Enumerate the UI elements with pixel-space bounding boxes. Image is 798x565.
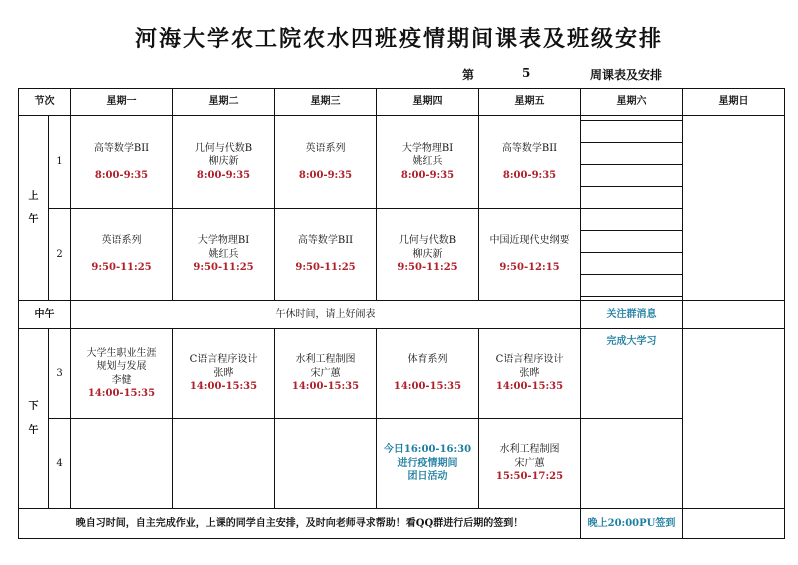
sat-slot [581,209,683,231]
cell-mon-p1: 高等数学BII 8:00-9:35 [71,116,173,209]
header-thu: 星期四 [377,89,479,116]
sat-slot [581,143,683,165]
noon-text: 午休时间，请上好闹表 [71,301,581,329]
cell-tue-p1: 几何与代数B 柳庆新 8:00-9:35 [173,116,275,209]
cell-thu-p4: 今日16:00-16:30 进行疫情期间 团日活动 [377,419,479,509]
header-sun: 星期日 [683,89,785,116]
cell-thu-p1: 大学物理BI 姚红兵 8:00-9:35 [377,116,479,209]
page-title: 河海大学农工院农水四班疫情期间课表及班级安排 [134,26,663,52]
sat-slot [581,275,683,297]
sat-slot [581,231,683,253]
schedule-body [18,88,785,539]
noon-notice: 关注群消息 [581,301,683,329]
cell-mon-p2: 英语系列 9:50-11:25 [71,209,173,301]
cell-sat-p4 [581,419,683,509]
sat-slot [581,253,683,275]
cell-fri-p3: C语言程序设计 张晔 14:00-15:35 [479,329,581,419]
sat-slot [581,121,683,143]
cell-tue-p4 [173,419,275,509]
header-fri: 星期五 [479,89,581,116]
cell-tue-p2: 大学物理BI 姚红兵 9:50-11:25 [173,209,275,301]
cell-wed-p3: 水利工程制图 宋广蕙 14:00-15:35 [275,329,377,419]
period-2-num: 2 [49,209,71,301]
cell-fri-p1: 高等数学BII 8:00-9:35 [479,116,581,209]
header-row [19,89,785,116]
cell-fri-p4: 水利工程制图 宋广蕙 15:50-17:25 [479,419,581,509]
header-period: 节次 [19,89,71,116]
noon-sun [683,301,785,329]
evening-sun [683,509,785,539]
cell-wed-p1: 英语系列 8:00-9:35 [275,116,377,209]
evening-row [19,509,785,539]
header-mon: 星期一 [71,89,173,116]
sat-slot [581,165,683,187]
morning-label: 上 午 [19,116,49,301]
cell-mon-p4 [71,419,173,509]
week-prefix: 第 [462,68,475,82]
week-suffix: 周课表及安排 [590,68,663,82]
cell-fri-p2: 中国近现代史纲要 9:50-12:15 [479,209,581,301]
noon-row [19,301,785,329]
evening-notice: 晚上20:00PU签到 [581,509,683,539]
header-wed: 星期三 [275,89,377,116]
noon-label: 中午 [19,301,71,329]
cell-wed-p4 [275,419,377,509]
period-1-num: 1 [49,116,71,209]
header-tue: 星期二 [173,89,275,116]
cell-tue-p3: C语言程序设计 张晔 14:00-15:35 [173,329,275,419]
cell-sat-p3: 完成大学习 [581,329,683,419]
cell-wed-p2: 高等数学BII 9:50-11:25 [275,209,377,301]
cell-sun-afternoon [683,329,785,509]
period-4-num: 4 [49,419,71,509]
evening-text: 晚自习时间，自主完成作业，上课的同学自主安排，及时向老师寻求帮助！看QQ群进行后期的签到！ [19,509,581,539]
period-3-num: 3 [49,329,71,419]
cell-thu-p2: 几何与代数B 柳庆新 9:50-11:25 [377,209,479,301]
cell-sun-morning [683,116,785,301]
sat-slot [581,187,683,209]
week-number: 5 [522,66,531,80]
header-sat: 星期六 [581,89,683,116]
week-label [440,66,680,86]
cell-thu-p3: 体育系列 14:00-15:35 [377,329,479,419]
afternoon-label: 下 午 [19,329,49,509]
cell-mon-p3: 大学生职业生涯 规划与发展 李健 14:00-15:35 [71,329,173,419]
